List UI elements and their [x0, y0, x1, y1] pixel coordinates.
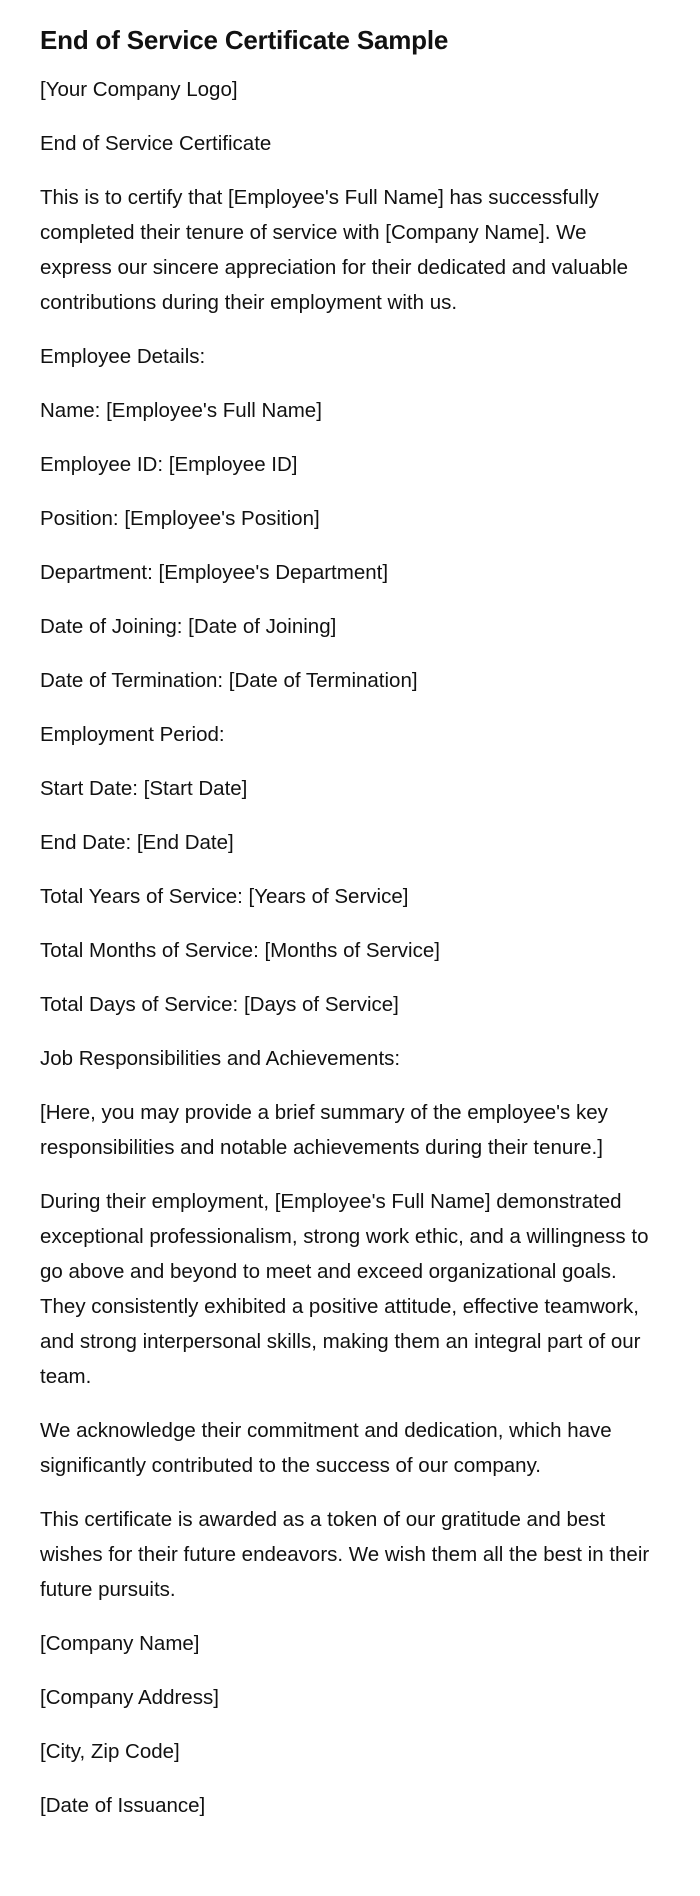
total-months-line: Total Months of Service: [Months of Service] — [40, 939, 440, 962]
date-of-termination-line: Date of Termination: [Date of Termination] — [40, 669, 418, 692]
responsibilities-summary: [Here, you may provide a brief summary of the employee's key responsibilities and notable achievements during their tenure.] — [40, 1101, 608, 1159]
company-address-line: [Company Address] — [40, 1686, 219, 1709]
employment-period-heading: Employment Period: — [40, 723, 225, 746]
certificate-heading: End of Service Certificate — [40, 132, 272, 155]
position-line: Position: [Employee's Position] — [40, 507, 320, 530]
employee-details-heading: Employee Details: — [40, 345, 206, 368]
start-date-line: Start Date: [Start Date] — [40, 777, 248, 800]
performance-paragraph: During their employment, [Employee's Full Name] demonstrated exceptional professionalism, strong work ethic, and a willingness to go above and beyond to meet and exceed organizational goals. They consistently exhibited a positive attitude, effective teamwork, and strong interpersonal skills, making them an integral part of our team. — [40, 1190, 649, 1388]
company-logo-placeholder: [Your Company Logo] — [40, 78, 238, 101]
acknowledgement-paragraph: We acknowledge their commitment and dedication, which have significantly contributed to the success of our company. — [40, 1419, 612, 1477]
employee-id-line: Employee ID: [Employee ID] — [40, 453, 298, 476]
date-of-joining-line: Date of Joining: [Date of Joining] — [40, 615, 337, 638]
date-of-issuance-line: [Date of Issuance] — [40, 1794, 206, 1817]
city-zip-line: [City, Zip Code] — [40, 1740, 180, 1763]
total-years-line: Total Years of Service: [Years of Service] — [40, 885, 409, 908]
total-days-line: Total Days of Service: [Days of Service] — [40, 993, 399, 1016]
company-name-line: [Company Name] — [40, 1632, 200, 1655]
end-date-line: End Date: [End Date] — [40, 831, 234, 854]
certification-statement: This is to certify that [Employee's Full Name] has successfully completed their tenure of service with [Company Name]. We express our sincere appreciation for their dedicated and valuable contributions during their employment with us. — [40, 186, 629, 314]
document-title: End of Service Certificate Sample — [40, 25, 449, 55]
closing-paragraph: This certificate is awarded as a token of our gratitude and best wishes for their future endeavors. We wish them all the best in their future pursuits. — [40, 1508, 650, 1601]
responsibilities-heading: Job Responsibilities and Achievements: — [40, 1047, 401, 1070]
department-line: Department: [Employee's Department] — [40, 561, 389, 584]
employee-name-line: Name: [Employee's Full Name] — [40, 399, 322, 422]
